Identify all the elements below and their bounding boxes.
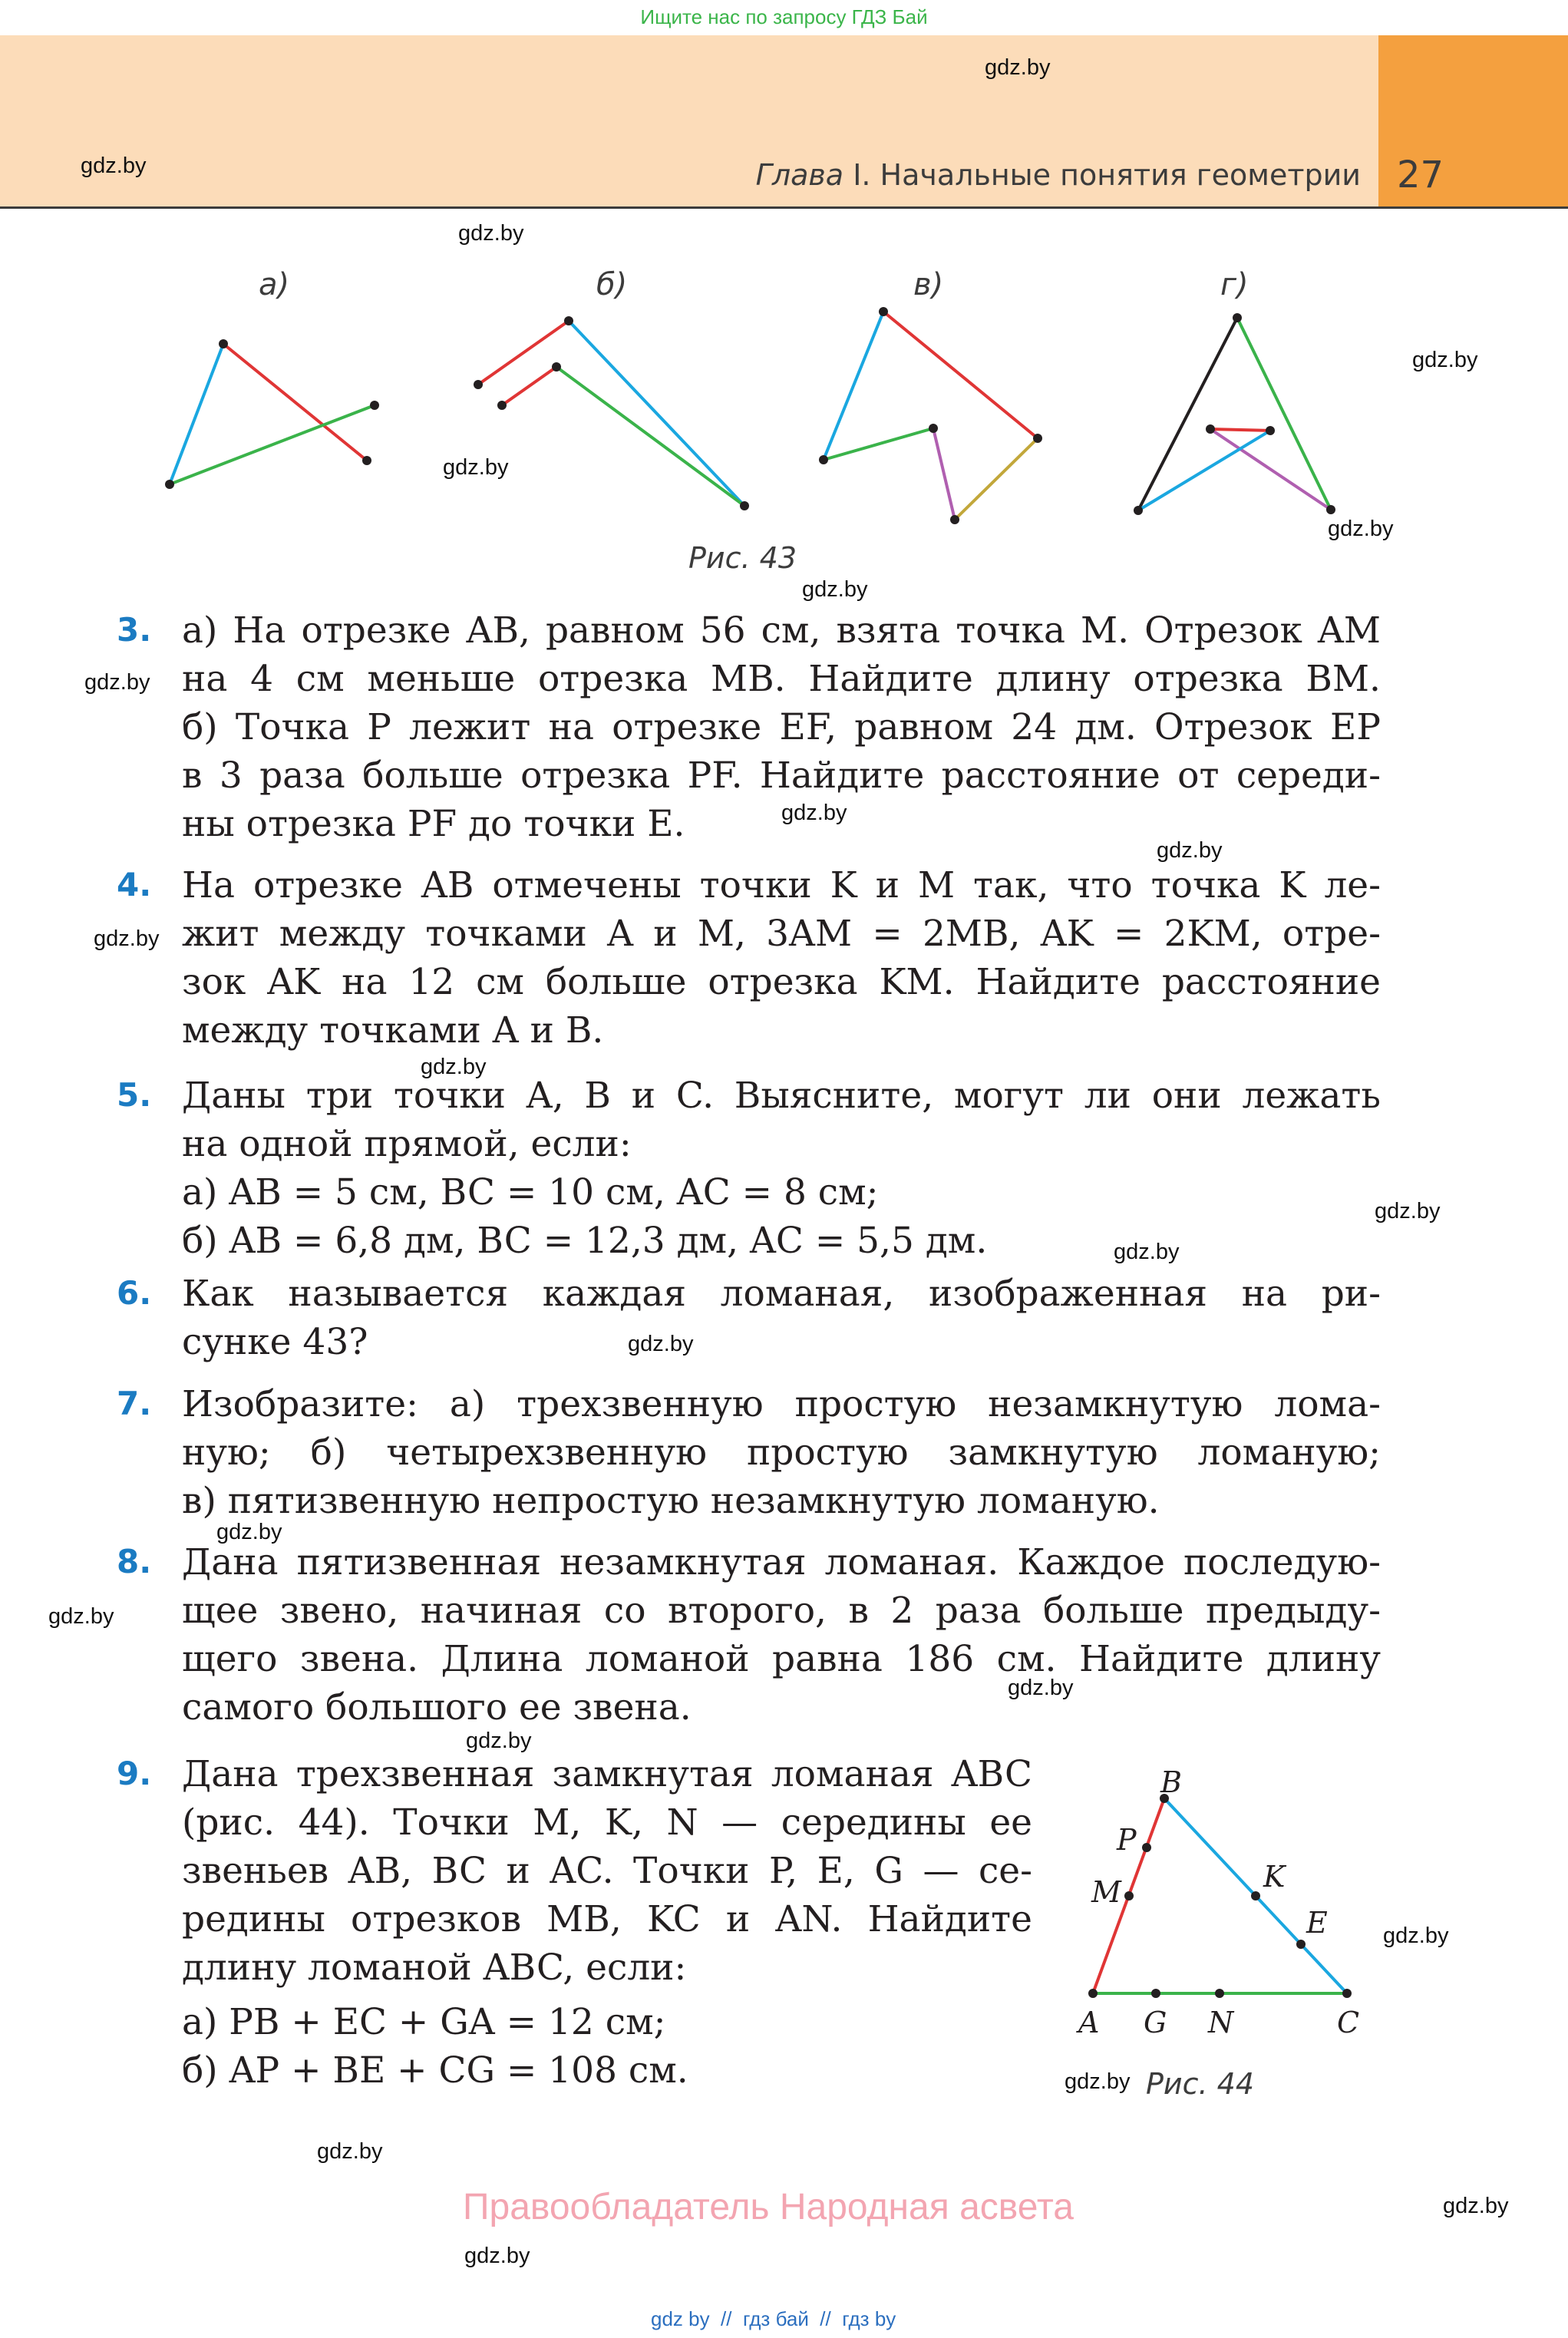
text-line: на 4 см меньше отрезка MB. Найдите длину отрезка BM. [182, 658, 1381, 700]
watermark: gdz.by [464, 2244, 530, 2268]
text-line: а) PB + EC + GA = 12 см; [182, 2001, 666, 2043]
text-line: звеньев AB, BC и AC. Точки P, E, G — се- [182, 1850, 1032, 1892]
figure44-drawing [1067, 1758, 1435, 2049]
watermark: gdz.by [1157, 838, 1223, 863]
problem-number: 4. [117, 866, 152, 903]
watermark: gdz.by [1375, 1199, 1441, 1223]
polyline-a [170, 344, 375, 484]
watermark: gdz.by [443, 455, 509, 480]
problem-3-text [182, 606, 1381, 848]
point-label-g: G [1144, 2006, 1167, 2039]
figure43-drawing [0, 292, 1568, 537]
watermark: gdz.by [1114, 1240, 1180, 1264]
watermark: gdz.by [94, 926, 160, 951]
watermark: gdz.by [48, 1604, 114, 1629]
watermark: gdz.by [985, 55, 1051, 80]
figure43-label-g: г) [1220, 267, 1249, 302]
point-label-e: E [1306, 1906, 1328, 1940]
bottom-links[interactable]: gdz by // гдз бай // гдз by [651, 2307, 896, 2330]
watermark: gdz.by [1412, 348, 1478, 372]
text-line: длину ломаной ABC, если: [182, 1947, 687, 1989]
text-line: щего звена. Длина ломаной равна 186 см. Найдите длину [182, 1638, 1381, 1680]
problem-4-text [182, 861, 1381, 1055]
problem-5-text [182, 1072, 1381, 1265]
text-line: на одной прямой, если: [182, 1123, 632, 1165]
text-line: а) AB = 5 см, BC = 10 см, AC = 8 см; [182, 1171, 879, 1214]
text-line: б) AP + BE + CG = 108 см. [182, 2049, 688, 2092]
watermark: gdz.by [458, 221, 524, 246]
copyright-owner: Правообладатель Народная асвета [463, 2187, 1074, 2227]
watermark: gdz.by [81, 154, 147, 178]
problem-number: 6. [117, 1274, 152, 1312]
chapter-text: I. Начальные понятия геометрии [853, 158, 1361, 192]
problem-number: 9. [117, 1755, 152, 1792]
figure43-label-v: в) [913, 267, 944, 302]
text-line: На отрезке AB отмечены точки K и M так, что точка K ле- [182, 864, 1381, 906]
watermark: gdz.by [1008, 1676, 1074, 1700]
polyline-b [478, 321, 744, 506]
text-line: (рис. 44). Точки M, K, N — середины ее [182, 1801, 1032, 1844]
polyline-b-vertices [474, 316, 749, 510]
figure43-label-a: а) [259, 267, 290, 302]
text-line: а) На отрезке AB, равном 56 см, взята точка M. Отрезок AM [182, 609, 1381, 652]
text-line: жит между точками A и M, 3AM = 2MB, AK = 2KM, отре- [182, 913, 1381, 955]
text-line: Изобразите: а) трехзвенную простую незамкнутую лома- [182, 1383, 1381, 1425]
watermark: gdz.by [781, 801, 847, 825]
text-line: Дана трехзвенная замкнутая ломаная ABC [182, 1753, 1032, 1795]
header-rule [0, 206, 1568, 209]
point-label-k: K [1263, 1860, 1286, 1894]
top-banner: Ищите нас по запросу ГДЗ Бай [0, 0, 1568, 35]
watermark: gdz.by [628, 1332, 694, 1356]
figure43-label-b: б) [596, 267, 628, 302]
watermark: gdz.by [216, 1520, 282, 1544]
watermark: gdz.by [802, 577, 868, 602]
watermark: gdz.by [466, 1729, 532, 1753]
text-line: зок AK на 12 см больше отрезка KM. Найдите расстояние [182, 961, 1381, 1003]
polyline-v [824, 312, 1038, 520]
text-line: Дана пятизвенная незамкнутая ломаная. Каждое последую- [182, 1541, 1381, 1583]
chapter-title [756, 158, 1361, 192]
text-line: самого большого ее звена. [182, 1686, 692, 1729]
point-label-p: P [1117, 1823, 1137, 1857]
watermark: gdz.by [84, 670, 150, 695]
problem-number: 8. [117, 1543, 152, 1580]
text-line: б) AB = 6,8 дм, BC = 12,3 дм, AC = 5,5 дм. [182, 1220, 988, 1262]
page-number: 27 [1397, 154, 1444, 196]
text-line: ную; б) четырехзвенную простую замкнутую ломаную; [182, 1432, 1381, 1474]
problem-number: 3. [117, 611, 152, 649]
text-line: между точками A и B. [182, 1009, 604, 1052]
watermark: gdz.by [1443, 2194, 1509, 2218]
text-line: в 3 раза больше отрезка PF. Найдите расстояние от середи- [182, 755, 1381, 797]
text-line: б) Точка P лежит на отрезке EF, равном 24 дм. Отрезок EP [182, 706, 1381, 748]
point-label-n: N [1208, 2006, 1234, 2039]
point-label-b: B [1160, 1765, 1182, 1799]
text-line: ны отрезка PF до точки E. [182, 803, 685, 845]
text-line: сунке 43? [182, 1321, 368, 1363]
watermark: gdz.by [1065, 2069, 1131, 2094]
polyline-g-vertices [1134, 313, 1335, 515]
text-line: Как называется каждая ломаная, изображенная на ри- [182, 1273, 1381, 1315]
problem-number: 7. [117, 1385, 152, 1422]
problem-9-text [182, 1750, 1032, 2095]
text-line: Даны три точки A, B и C. Выясните, могут ли они лежать [182, 1075, 1381, 1117]
text-line: редины отрезков MB, KC и AN. Найдите [182, 1898, 1032, 1940]
watermark: gdz.by [1328, 517, 1394, 541]
watermark: gdz.by [317, 2139, 383, 2164]
problem-number: 5. [117, 1076, 152, 1114]
polyline-g [1138, 318, 1331, 510]
problem-8-text [182, 1538, 1381, 1732]
problem-6-text [182, 1270, 1381, 1366]
point-label-a: A [1078, 2006, 1100, 2039]
text-line: в) пятизвенную непростую незамкнутую ломаную. [182, 1480, 1160, 1522]
chapter-prefix: Глава [755, 158, 844, 192]
point-label-m: M [1091, 1875, 1121, 1909]
figure44-caption: Рис. 44 [1146, 2067, 1255, 2101]
point-label-c: C [1337, 2006, 1360, 2039]
text-line: щее звено, начиная со второго, в 2 раза больше предыду- [182, 1590, 1381, 1632]
watermark: gdz.by [421, 1055, 487, 1079]
figure43-caption: Рис. 43 [688, 541, 797, 575]
watermark: gdz.by [1383, 1924, 1449, 1948]
problem-7-text [182, 1380, 1381, 1525]
